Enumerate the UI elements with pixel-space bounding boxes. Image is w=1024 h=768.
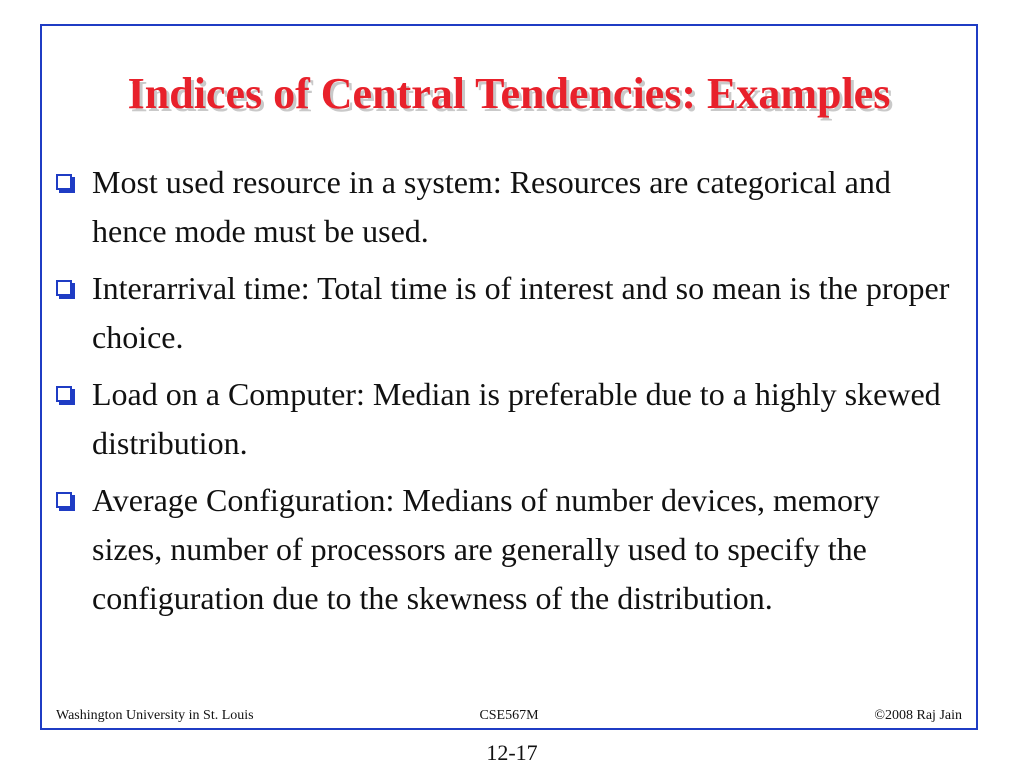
footer-course: CSE567M	[479, 708, 539, 723]
hollow-square-bullet-icon	[56, 174, 72, 190]
slide-title: Indices of Central Tendencies: Examples	[127, 69, 891, 118]
bullet-item	[56, 158, 956, 256]
bullet-item	[56, 370, 956, 468]
bullet-item	[56, 264, 956, 362]
bullet-item	[56, 476, 956, 623]
bullet-text: Average Configuration: Medians of number devices, memory sizes, number of processors are generally used to specify the configuration due to the skewness of the distribution.	[92, 482, 880, 616]
bullet-list	[56, 158, 956, 631]
slide-footer	[56, 706, 962, 726]
hollow-square-bullet-icon	[56, 492, 72, 508]
footer-copyright: ©2008 Raj Jain	[874, 708, 962, 723]
slide-frame	[40, 24, 978, 730]
bullet-text: Interarrival time: Total time is of interest and so mean is the proper choice.	[92, 270, 950, 355]
footer-institution: Washington University in St. Louis	[56, 708, 254, 723]
page-number: 12-17	[486, 740, 538, 765]
bullet-text: Most used resource in a system: Resources are categorical and hence mode must be used.	[92, 164, 891, 249]
bullet-text: Load on a Computer: Median is preferable due to a highly skewed distribution.	[92, 376, 941, 461]
hollow-square-bullet-icon	[56, 280, 72, 296]
hollow-square-bullet-icon	[56, 386, 72, 402]
